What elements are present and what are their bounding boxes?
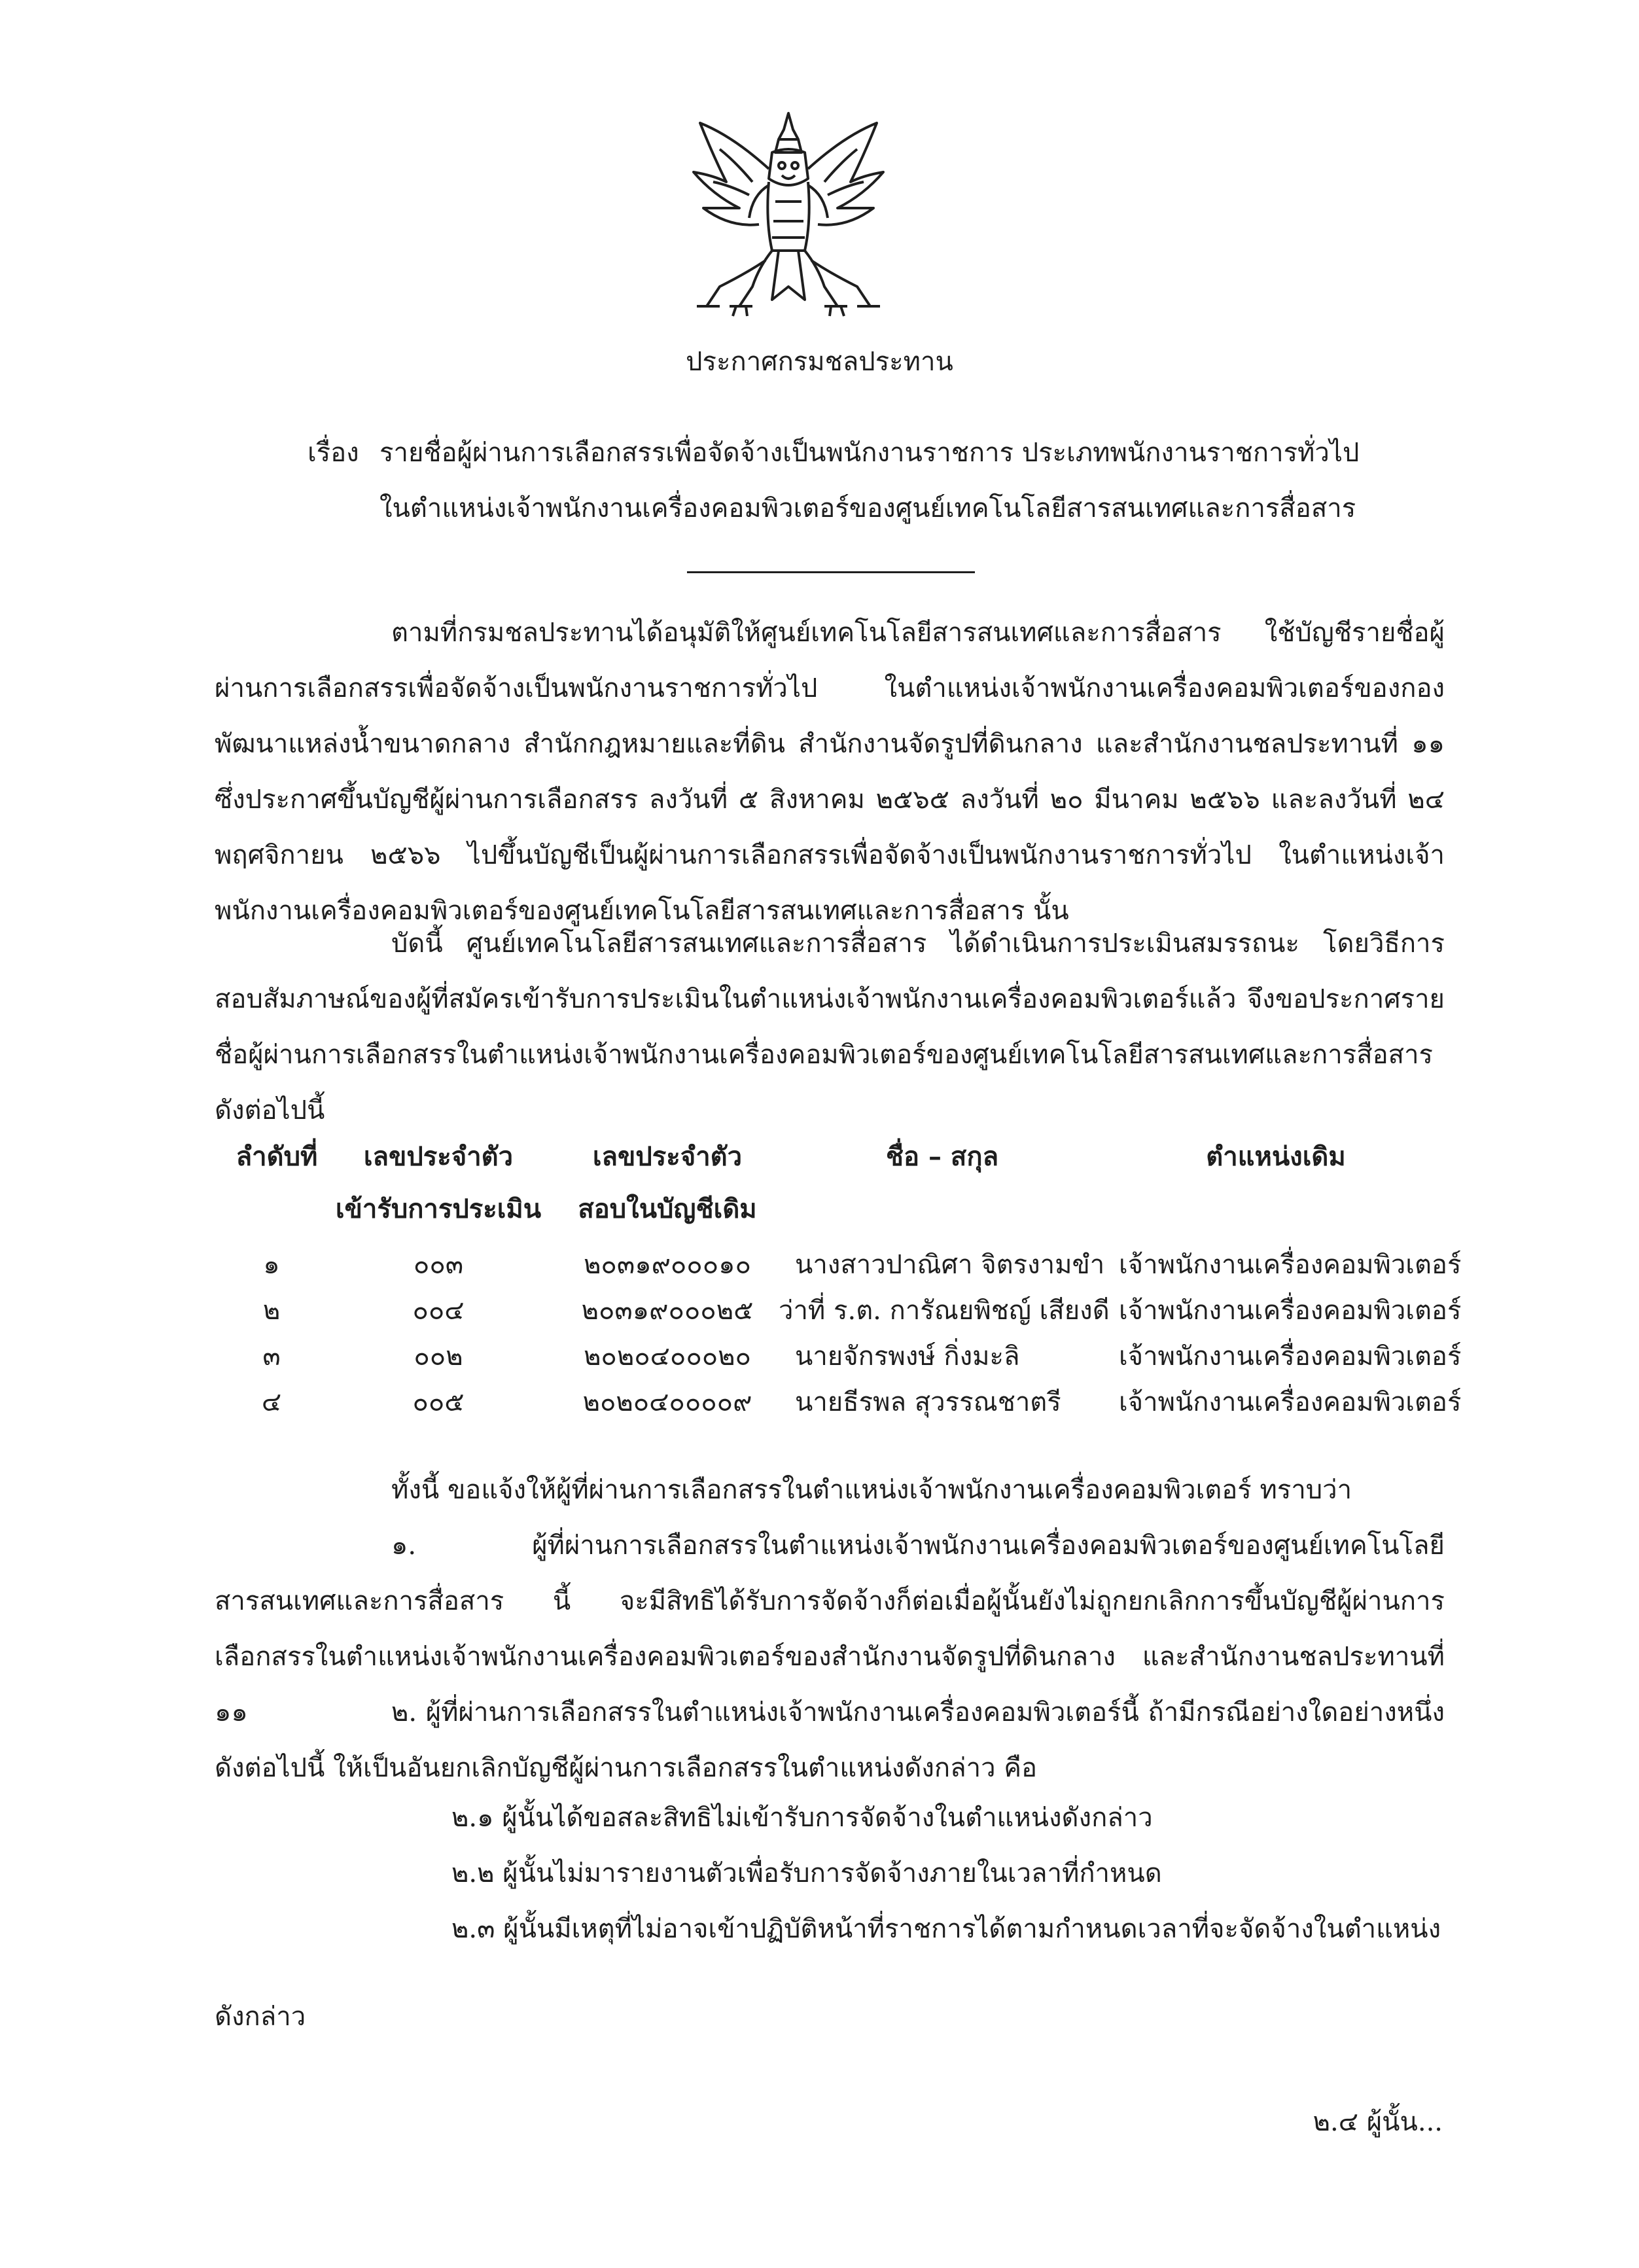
- row-list-id: ๒๐๒๐๔๐๐๐๐๙: [582, 1387, 752, 1417]
- row-list-id: ๒๐๒๐๔๐๐๐๒๐: [584, 1341, 751, 1372]
- header-list-id-1: เลขประจำตัว: [592, 1141, 743, 1172]
- row-order: ๒: [262, 1296, 281, 1326]
- header-name: ชื่อ – สกุล: [885, 1141, 999, 1172]
- subject-label: เรื่อง: [308, 438, 359, 468]
- condition-item-2-3: ๒.๓ ผู้นั้นมีเหตุที่ไม่อาจเข้าปฏิบัติหน้าที่ราชการได้ตามกำหนดเวลาที่จะจัดจ้างในตำแหน่ง: [451, 1914, 1441, 1944]
- row-position: เจ้าพนักงานเครื่องคอมพิวเตอร์: [1119, 1387, 1462, 1417]
- condition-item-2-3-continued: ดังกล่าว: [215, 2002, 306, 2032]
- paragraph-2: บัดนี้ ศูนย์เทคโนโลยีสารสนเทศและการสื่อสาร ได้ดำเนินการประเมินสมรรถนะ โดยวิธีการสอบสัมภาษณ์ของผู้ที่สมัครเข้ารับการประเมินในตำแหน่งเจ้าพนักงานเครื่องคอมพิวเตอร์แล้ว จึงขอประกาศรายชื่อผู้ผ่านการเลือกสรรในตำแหน่งเจ้าพนักงานเครื่องคอมพิวเตอร์ของศูนย์เทคโนโลยีสารสนเทศและการสื่อสาร ดังต่อไปนี้: [215, 929, 1445, 1125]
- row-exam-id: ๐๐๕: [412, 1387, 465, 1417]
- condition-item-1: ๑. ผู้ที่ผ่านการเลือกสรรในตำแหน่งเจ้าพนักงานเครื่องคอมพิวเตอร์ของศูนย์เทคโนโลยีสารสนเทศและการสื่อสาร นี้ จะมีสิทธิได้รับการจัดจ้างก็ต่อเมื่อผู้นั้นยังไม่ถูกยกเลิกการขึ้นบัญชีผู้ผ่านการเลือกสรรในตำแหน่งเจ้าพนักงานเครื่องคอมพิวเตอร์ของสำนักงานจัดรูปที่ดินกลาง และสำนักงานชลประทานที่ ๑๑: [215, 1531, 1445, 1728]
- condition-item-2: ๒. ผู้ที่ผ่านการเลือกสรรในตำแหน่งเจ้าพนักงานเครื่องคอมพิวเตอร์นี้ ถ้ามีกรณีอย่างใดอย่างหนึ่ง ดังต่อไปนี้ ให้เป็นอันยกเลิกบัญชีผู้ผ่านการเลือกสรรในตำแหน่งดังกล่าว คือ: [215, 1697, 1445, 1783]
- row-exam-id: ๐๐๓: [413, 1250, 464, 1280]
- row-position: เจ้าพนักงานเครื่องคอมพิวเตอร์: [1119, 1250, 1462, 1280]
- header-exam-id-1: เลขประจำตัว: [363, 1141, 514, 1172]
- header-position: ตำแหน่งเดิม: [1206, 1141, 1346, 1172]
- title-divider: [687, 571, 975, 573]
- row-list-id: ๒๐๓๑๙๐๐๐๑๐: [584, 1250, 751, 1280]
- row-order: ๑: [263, 1250, 280, 1280]
- row-name: นายธีรพล สุวรรณชาตรี: [795, 1387, 1061, 1417]
- garuda-emblem-icon: [674, 110, 903, 319]
- row-exam-id: ๐๐๒: [414, 1341, 463, 1372]
- row-exam-id: ๐๐๔: [412, 1296, 465, 1326]
- row-position: เจ้าพนักงานเครื่องคอมพิวเตอร์: [1119, 1341, 1462, 1372]
- row-position: เจ้าพนักงานเครื่องคอมพิวเตอร์: [1119, 1296, 1462, 1326]
- subject-line-2: ในตำแหน่งเจ้าพนักงานเครื่องคอมพิวเตอร์ของศูนย์เทคโนโลยีสารสนเทศและการสื่อสาร: [379, 493, 1356, 523]
- header-order: ลำดับที่: [236, 1141, 318, 1172]
- condition-item-2-1: ๒.๑ ผู้นั้นได้ขอสละสิทธิไม่เข้ารับการจัดจ้างในตำแหน่งดังกล่าว: [451, 1803, 1153, 1833]
- page-continuation: ๒.๔ ผู้นั้น...: [1313, 2107, 1443, 2137]
- subject-line-1: รายชื่อผู้ผ่านการเลือกสรรเพื่อจัดจ้างเป็นพนักงานราชการ ประเภทพนักงานราชการทั่วไป: [379, 438, 1360, 468]
- header-exam-id-2: เข้ารับการประเมิน: [335, 1194, 542, 1224]
- row-name: ว่าที่ ร.ต. การัณยพิชญ์ เสียงดี: [779, 1296, 1110, 1326]
- row-list-id: ๒๐๓๑๙๐๐๐๒๕: [581, 1296, 754, 1326]
- row-order: ๔: [261, 1387, 282, 1417]
- row-name: นายจักรพงษ์ กิ่งมะลิ: [795, 1341, 1020, 1372]
- row-name: นางสาวปาณิศา จิตรงามขำ: [795, 1250, 1105, 1280]
- paragraph-3: ทั้งนี้ ขอแจ้งให้ผู้ที่ผ่านการเลือกสรรในตำแหน่งเจ้าพนักงานเครื่องคอมพิวเตอร์ ทราบว่า: [391, 1475, 1352, 1505]
- subject-block: [308, 425, 1359, 537]
- row-order: ๓: [262, 1341, 281, 1372]
- condition-item-2-2: ๒.๒ ผู้นั้นไม่มารายงานตัวเพื่อรับการจัดจ้างภายในเวลาที่กำหนด: [451, 1858, 1162, 1888]
- announcement-title: ประกาศกรมชลประทาน: [686, 347, 953, 377]
- paragraph-1: ตามที่กรมชลประทานได้อนุมัติให้ศูนย์เทคโนโลยีสารสนเทศและการสื่อสาร ใช้บัญชีรายชื่อผู้ผ่านการเลือกสรรเพื่อจัดจ้างเป็นพนักงานราชการทั่วไป ในตำแหน่งเจ้าพนักงานเครื่องคอมพิวเตอร์ของกองพัฒนาแหล่งน้ำขนาดกลาง สำนักกฎหมายและที่ดิน สำนักงานจัดรูปที่ดินกลาง และสำนักงานชลประทานที่ ๑๑ ซึ่งประกาศขึ้นบัญชีผู้ผ่านการเลือกสรร ลงวันที่ ๕ สิงหาคม ๒๕๖๕ ลงวันที่ ๒๐ มีนาคม ๒๕๖๖ และลงวันที่ ๒๔ พฤศจิกายน ๒๕๖๖ ไปขึ้นบัญชีเป็นผู้ผ่านการเลือกสรรเพื่อจัดจ้างเป็นพนักงานราชการทั่วไป ในตำแหน่งเจ้าพนักงานเครื่องคอมพิวเตอร์ของศูนย์เทคโนโลยีสารสนเทศและการสื่อสาร นั้น: [215, 618, 1445, 926]
- header-list-id-2: สอบในบัญชีเดิม: [578, 1194, 757, 1224]
